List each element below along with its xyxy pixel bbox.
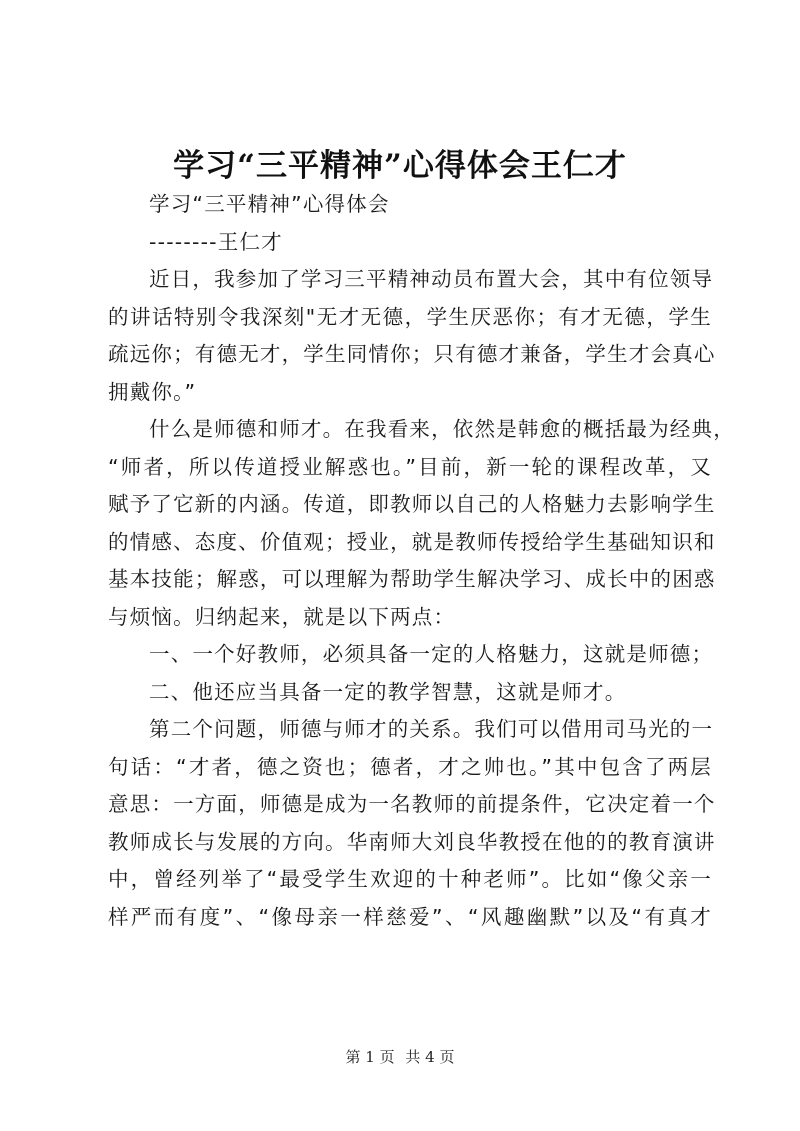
text-line: 近日，我参加了学习三平精神动员布置大会，其中有位领导	[149, 267, 714, 291]
text-line: 意思：一方面，师德是成为一名教师的前提条件，它决定着一个	[108, 792, 716, 816]
list-item: 二、他还应当具备一定的教学智慧，这就是师才。	[149, 679, 627, 704]
text-line: 教师成长与发展的方向。华南师大刘良华教授在他的的教育演讲	[108, 829, 716, 854]
text-line: 疏远你；有德无才，学生同情你；只有德才兼备，学生才会真心	[108, 342, 716, 366]
list-item: 一、一个好教师，必须具备一定的人格魅力，这就是师德；	[149, 642, 714, 666]
document-title: 学习“三平精神”心得体会王仁才	[173, 148, 627, 184]
author-line: --------王仁才	[149, 229, 283, 254]
subtitle-line: 学习“三平精神”心得体会	[149, 192, 390, 216]
text-line: 的情感、态度、价值观；授业，就是教师传授给学生基础知识和	[108, 529, 716, 554]
text-line: 什么是师德和师才。在我看来，依然是韩愈的概括最为经典，	[149, 417, 735, 441]
text-line: 句话：“才者，德之资也；德者，才之帅也。”其中包含了两层	[108, 754, 712, 779]
text-line: 基本技能；解惑，可以理解为帮助学生解决学习、成长中的困惑	[108, 567, 716, 591]
text-line: 拥戴你。”	[108, 379, 197, 404]
page-number: 第 1 页	[345, 1048, 395, 1066]
text-line: 中，曾经列举了“最受学生欢迎的十种老师”。比如“像父亲一	[108, 867, 712, 891]
page-total: 共 4 页	[405, 1048, 455, 1066]
text-line: 赋予了它新的内涵。传道，即教师以自己的人格魅力去影响学生	[108, 492, 716, 516]
text-line: “师者，所以传道授业解惑也。”目前，新一轮的课程改革，又	[108, 454, 712, 479]
text-line: 与烦恼。归纳起来，就是以下两点：	[108, 604, 456, 629]
document-body	[108, 186, 735, 936]
page-footer	[0, 1046, 800, 1067]
text-line: 的讲话特别令我深刻"无才无德，学生厌恶你；有才无德，学生	[108, 304, 712, 329]
text-line: 第二个问题，师德与师才的关系。我们可以借用司马光的一	[149, 717, 714, 741]
text-line: 样严而有度”、“像母亲一样慈爱”、“风趣幽默”以及“有真才	[108, 904, 712, 929]
